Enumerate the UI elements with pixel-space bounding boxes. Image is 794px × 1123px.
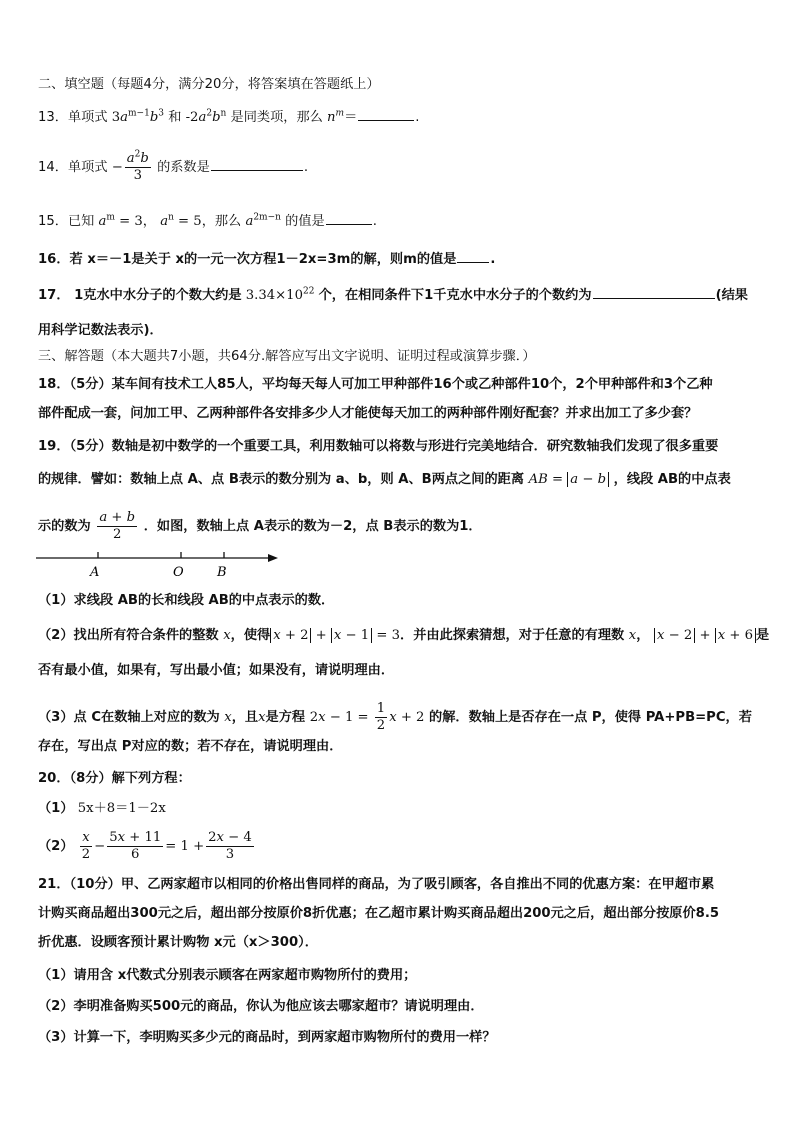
- q14-period: .: [303, 160, 309, 175]
- q19-sub-3b: ，且: [231, 710, 259, 725]
- question-20-title: 20．（8分）解下列方程：: [38, 771, 191, 786]
- q19-line-2a: 的规律．譬如：数轴上点 A、点 B表示的数分别为 a、b，则 A、B两点之间的距离: [38, 472, 525, 487]
- q19-line-3a: 示的数为: [38, 519, 91, 534]
- point-label-a: A: [90, 565, 100, 580]
- question-13: [38, 108, 419, 127]
- q19-line-2b: ，线段 AB的中点表: [613, 472, 731, 487]
- q20-eq2-label: （2）: [38, 839, 74, 854]
- q17-prefix: 17． 1克水中水分子的个数大约是: [38, 288, 242, 303]
- question-21-line-3: 折优惠．设顾客预计累计购物 x元（x＞300）．: [38, 935, 318, 950]
- q20-equation-1: [38, 800, 166, 818]
- q15-given-2: $a^n = 5$: [160, 212, 202, 229]
- q15-expression: $a^{2m-n}$: [245, 212, 281, 229]
- question-17: [38, 286, 748, 305]
- q15-prefix: 15．已知: [38, 214, 95, 229]
- q16-period: .: [490, 252, 496, 267]
- q20-equation-2: [38, 830, 256, 863]
- q13-period: .: [415, 110, 420, 125]
- q19-sub-2-line-2: 否有最小值，如果有，写出最小值；如果没有，请说明理由．: [38, 663, 395, 678]
- q19-var-x-2: x: [628, 628, 637, 643]
- q13-tail: 是同类项，那么: [230, 110, 323, 125]
- section-2-title: 二、填空题（每题4分，满分20分，将答案填在答题纸上）: [38, 77, 380, 92]
- q16-answer-blank: [457, 250, 489, 263]
- q17-number: $3.34\times 10^{22}$: [245, 286, 315, 303]
- question-19-line-3: [38, 510, 482, 543]
- q13-end: ＝: [344, 110, 358, 125]
- q20-eq1: 5x＋8＝1－2x: [77, 801, 166, 816]
- q19-distance-formula: AB = a − b: [529, 472, 609, 487]
- q13-monomial-1: $3a^{m-1}b^3$: [111, 108, 164, 125]
- q17-mid: 个，在相同条件下1千克水中水分子的个数约为: [318, 288, 592, 303]
- q13-prefix: 13．单项式: [38, 110, 108, 125]
- q19-abs-expression: x − 2 + x + 6: [654, 628, 756, 643]
- question-17-line-2: 用科学记数法表示)．: [38, 323, 163, 338]
- question-18-line-2: 部件配成一套，问加工甲、乙两种部件各安排多少人才能使每天加工的两种部件刚好配套？并求出加工了多少套？: [38, 406, 698, 421]
- q15-period: .: [372, 214, 377, 229]
- q15-given-1: $a^m = 3$: [98, 212, 143, 229]
- q15-comma: ，: [142, 214, 156, 229]
- q15-end: 的值是: [285, 214, 325, 229]
- q13-answer-blank: [358, 108, 414, 121]
- q14-answer-blank: [211, 158, 303, 171]
- q19-sub-3a: （3）点 C在数轴上对应的数为: [38, 710, 220, 725]
- q21-sub-3: （3）计算一下，李明购买多少元的商品时，到两家超市购物所付的费用一样？: [38, 1030, 496, 1045]
- q19-midpoint-formula: $\frac{a + b}{2}$: [99, 510, 136, 542]
- q13-mid: 和: [168, 110, 182, 125]
- q16-text: 16．若 x＝－1是关于 x的一元一次方程1－2x=3m的解，则m的值是: [38, 252, 457, 267]
- q20-eq2: $\frac{x}{2}$ − $\frac{5x + 11}{6}$ = 1 + $\frac{2x - 4}{3}$: [81, 830, 252, 862]
- question-15: [38, 212, 377, 231]
- question-21-line-1: 21．（10分）甲、乙两家超市以相同的价格出售同样的商品，为了吸引顾客，各自推出不同的优惠方案：在甲超市累: [38, 877, 715, 892]
- q15-answer-blank: [326, 212, 372, 225]
- q15-tail: ，那么: [201, 214, 242, 229]
- q19-abs-equation: x + 2 + x − 1 = 3: [270, 628, 400, 643]
- q13-power: $n^m$: [327, 108, 345, 125]
- question-14: [38, 151, 308, 184]
- question-19-line-1: 19．（5分）数轴是初中数学的一个重要工具，利用数轴可以将数与形进行完美地结合．研究数轴我们发现了很多重要: [38, 439, 719, 454]
- q19-sub-3d: 的解．数轴上是否存在一点 P，使得 PA+PB=PC，若: [429, 710, 752, 725]
- point-label-o: O: [173, 565, 184, 580]
- q21-sub-2: （2）李明准备购买500元的商品，你认为他应该去哪家超市？请说明理由．: [38, 999, 484, 1014]
- q13-monomial-2: $-2a^2b^n$: [185, 108, 227, 125]
- q19-sub-3c: 是方程: [265, 710, 306, 725]
- q19-sub-3-line-2: 存在，写出点 P对应的数；若不存在，请说明理由．: [38, 739, 343, 754]
- q17-tail: (结果: [715, 288, 748, 303]
- q19-var-x-4: x: [258, 710, 266, 725]
- arrow-right-icon: [268, 554, 278, 562]
- q19-sub-2d: ，: [636, 628, 650, 643]
- q19-sub-2b: ，使得: [230, 628, 271, 643]
- q20-eq1-label: （1）: [38, 801, 74, 816]
- q19-sub-2c: ．并由此探索猜想，对于任意的有理数: [400, 628, 625, 643]
- section-3-title: 三、解答题（本大题共7小题，共64分.解答应写出文字说明、证明过程或演算步骤．）: [38, 349, 536, 364]
- q19-sub-1: （1）求线段 AB的长和线段 AB的中点表示的数．: [38, 593, 335, 608]
- question-18-line-1: 18．（5分）某车间有技术工人85人，平均每天每人可加工甲种部件16个或乙种部件10个，2个甲种部件和3个乙种: [38, 377, 713, 392]
- q21-sub-1: （1）请用含 x代数式分别表示顾客在两家超市购物所付的费用；: [38, 968, 417, 983]
- q14-prefix: 14．单项式: [38, 160, 108, 175]
- point-label-b: B: [217, 565, 227, 580]
- q14-monomial: − $\frac{a^2b}{3}$: [111, 149, 149, 183]
- question-16: [38, 250, 495, 269]
- q19-sub-2e: 是: [755, 628, 770, 643]
- q19-var-x: x: [223, 628, 231, 643]
- question-19-line-2: [38, 471, 731, 489]
- q19-sub-3: [38, 701, 752, 734]
- q19-sub-2: [38, 627, 769, 645]
- q19-sub-2a: （2）找出所有符合条件的整数: [38, 628, 219, 643]
- question-21-line-2: 计购买商品超出300元之后，超出部分按原价8折优惠；在乙超市累计购买商品超出200元之后，超出部分按原价8.5: [38, 906, 720, 921]
- q19-equation: 2x − 1 = $\frac{1}{2}$ x + 2: [309, 701, 425, 733]
- q17-answer-blank: [593, 286, 715, 299]
- q19-var-x-3: x: [224, 710, 232, 725]
- q14-tail: 的系数是: [157, 160, 210, 175]
- q19-line-3b: ．如图，数轴上点 A表示的数为－2，点 B表示的数为1．: [143, 519, 482, 534]
- number-line-figure: [34, 548, 284, 582]
